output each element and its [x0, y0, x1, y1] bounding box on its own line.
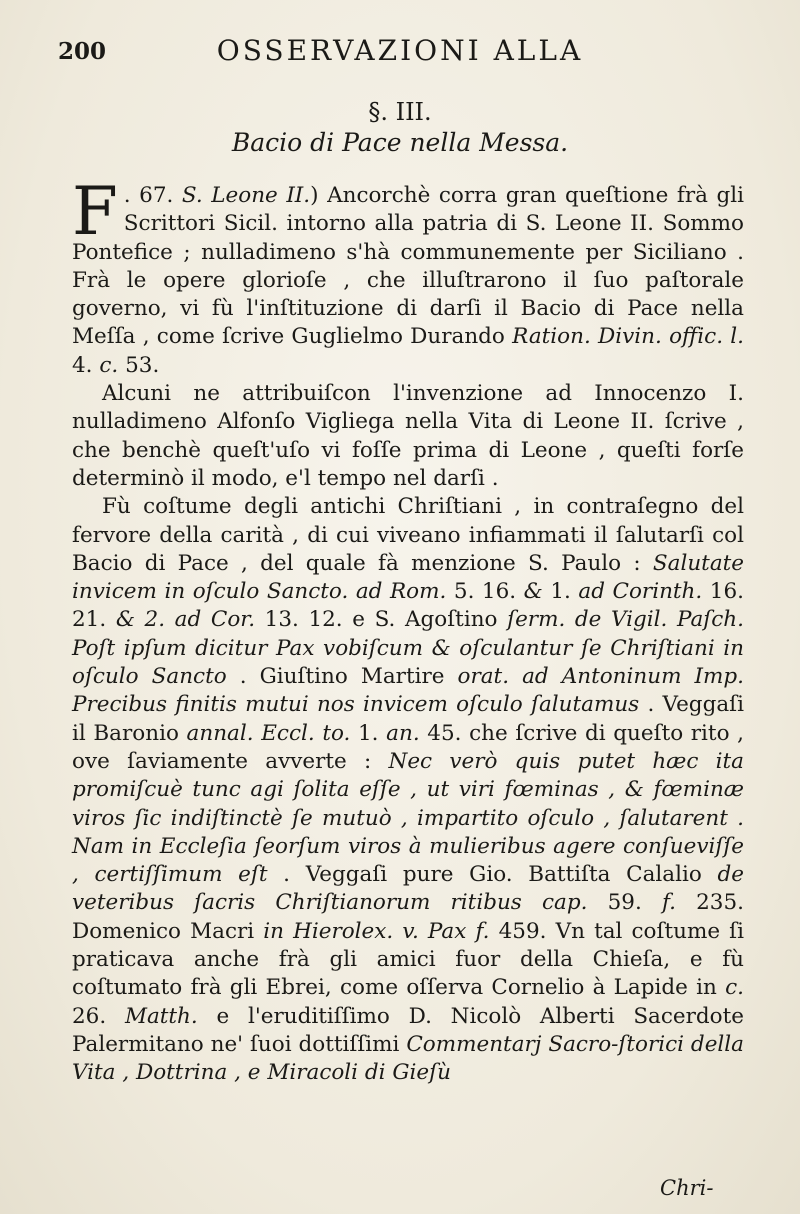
text-run: Fù coſtume degli antichi Chriſtiani , in contraſegno del fervore della carità , di cui viveano infiammati il ſalutarſi col Bacio di Pace , del quale fà menzione S. Paulo : [72, 494, 744, 576]
italic-text: ſerm. de Vigil. Paſch. Poſt ipſum dicitur Pax vobiſcum & oſculantur ſe Chriſtiani in oſculo Sancto [72, 607, 744, 690]
text-run: 1. [542, 579, 579, 605]
text-run: 4. [72, 352, 100, 378]
italic-text: Ration. Divin. offic. l. [512, 324, 744, 350]
italic-text: an. [386, 720, 420, 746]
text-run: ) Ancorchè corra gran queſtione frà gli Scrittori Sicil. intorno alla patria di S. Leone II. Sommo Pontefice ; nulladimeno s'hà communemente per Siciliano . Frà le opere glorioſe , che illuſtrarono il ſuo paſtorale governo, vi fù l'inſtituzione di darſi il Bacio di Pace nella Meſſa , come ſcrive Guglielmo Durando [72, 183, 744, 350]
italic-text: f. [661, 890, 676, 916]
body-text [72, 173, 745, 1088]
italic-text: annal. Eccl. to. [186, 720, 351, 746]
page-number: 200 [58, 38, 107, 65]
catchword: Chri- [660, 1176, 714, 1200]
text-run: 1. [350, 720, 387, 746]
text-run: . Giuſtino Martire [226, 664, 458, 690]
section-number: §. III. [368, 98, 432, 126]
text-run: 45. che ſcrive di queſto rito , ove ſaviamente avverte : [72, 720, 744, 774]
text-run: 5. 16. [446, 579, 524, 605]
italic-text: orat. ad Antoninum Imp. Precibus finitis mutui nos invicem oſculo ſalutamus [72, 664, 744, 718]
text-run: Alcuni ne attribuiſcon l'invenzione ad Innocenzo I. nulladimeno Alfonſo Vigliega nella Vita di Leone II. ſcrive , che benchè queſt'uſo vi foſſe prima di Leone , queſti forſe determinò il modo, e'l tempo nel darſi . [72, 381, 744, 491]
italic-text: de veteribus ſacris Chriſtianorum ritibus cap. [72, 862, 744, 916]
text-run: . Veggaſi il Baronio [72, 692, 744, 746]
italic-text: Commentarj Sacro-ſtorici della Vita , Dottrina , e Miracoli di Gieſù [72, 1031, 744, 1086]
italic-text: c. [725, 975, 744, 1001]
italic-text: & 2. ad Cor. [115, 607, 256, 633]
italic-text: Nec verò quis putet hæc ita promiſcuè tunc agi ſolita eſſe , ut viri fœminas , & fœminæ viros ſic indiſtinctè ſe mutuò , impartito oſculo , ſalutarent . Nam in Eccleſia ſeorſum viros à mulieribus agere conſueviſſe , certiſſimum eſt [72, 748, 745, 888]
text-run: e l'eruditiſſimo D. Nicolò Alberti Sacerdote Palermitano ne' ſuoi dottiſſimi [72, 1003, 744, 1057]
italic-text: ad Corinth. [578, 579, 703, 605]
italic-text: c. [99, 352, 119, 378]
page-header [0, 34, 800, 74]
text-run: 459. Vn tal coſtume ſi praticava anche frà gli amici fuor della Chieſa, e fù coſtumato frà gli Ebrei, come oſſerva Cornelio à Lapide in [72, 918, 745, 1001]
section-title: Bacio di Pace nella Messa. [231, 128, 569, 157]
text-run: 59. [587, 890, 662, 916]
text-run: 13. 12. e S. Agoſtino [255, 607, 508, 633]
paragraph [72, 173, 744, 380]
drop-cap: F [72, 173, 118, 250]
italic-text: Salutate invicem in oſculo Sancto. ad Rom. [72, 550, 744, 605]
text-run: 235. Domenico Macri [72, 890, 744, 944]
text-run: . 67. [123, 183, 182, 208]
paragraph [72, 380, 744, 493]
text-run: 53. [118, 352, 160, 378]
italic-text: S. Leone II. [181, 183, 311, 208]
italic-text: & [523, 579, 543, 605]
text-run: 26. [72, 1003, 125, 1029]
paragraph [72, 493, 744, 1087]
running-title: OSSERVAZIONI ALLA [216, 34, 584, 67]
text-run: . Veggaſi pure Gio. Battiſta Calalio [267, 862, 718, 888]
text-run: 16. 21. [72, 579, 744, 633]
italic-text: Matth. [124, 1003, 198, 1029]
italic-text: in Hierolex. v. Pax f. [263, 918, 490, 944]
